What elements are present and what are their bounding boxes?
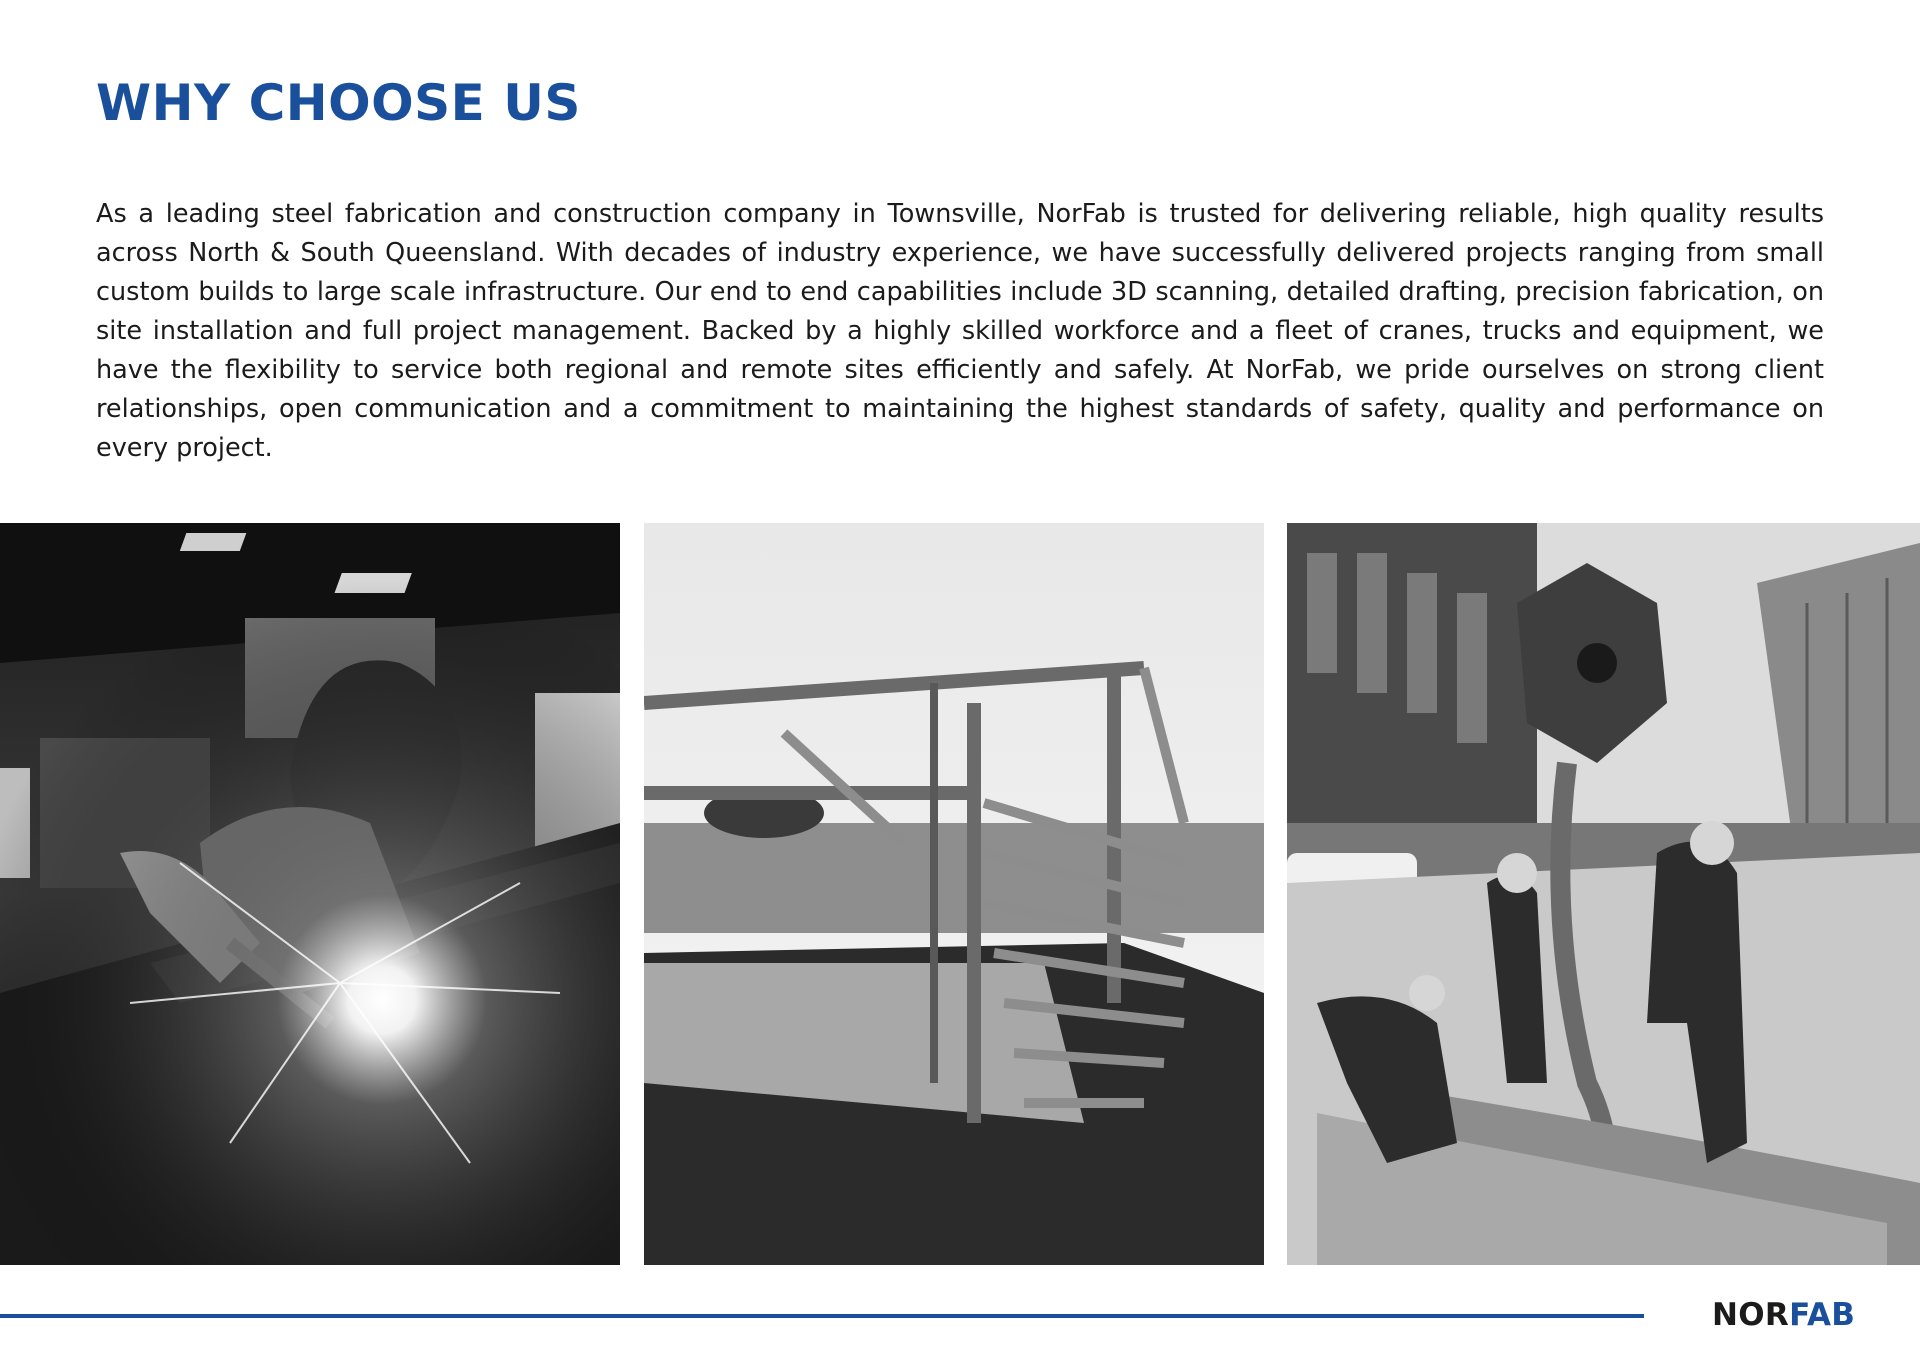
- intro-paragraph: As a leading steel fabrication and construction company in Townsville, NorFab is trusted for delivering reliable, high quality results across North & South Queensland. With decades of industry experience, we have successfully delivered projects ranging from small custom builds to large scale infrastructure. Our end to end capabilities include 3D scanning, detailed drafting, precision fabrication, on site installation and full project management. Backed by a highly skilled workforce and a fleet of cranes, trucks and equipment, we have the flexibility to service both regional and remote sites efficiently and safely. At NorFab, we pride ourselves on strong client relationships, open communication and a commitment to maintaining the highest standards of safety, quality and performance on every project.: [96, 199, 1824, 463]
- norfab-logo: NORFAB: [1712, 1297, 1856, 1333]
- welding-photo: [0, 523, 620, 1265]
- crane-rigging-photo: [1287, 523, 1920, 1265]
- page-title: WHY CHOOSE US: [96, 74, 581, 132]
- steel-frame-photo: [644, 523, 1264, 1265]
- footer-divider: [0, 1314, 1644, 1318]
